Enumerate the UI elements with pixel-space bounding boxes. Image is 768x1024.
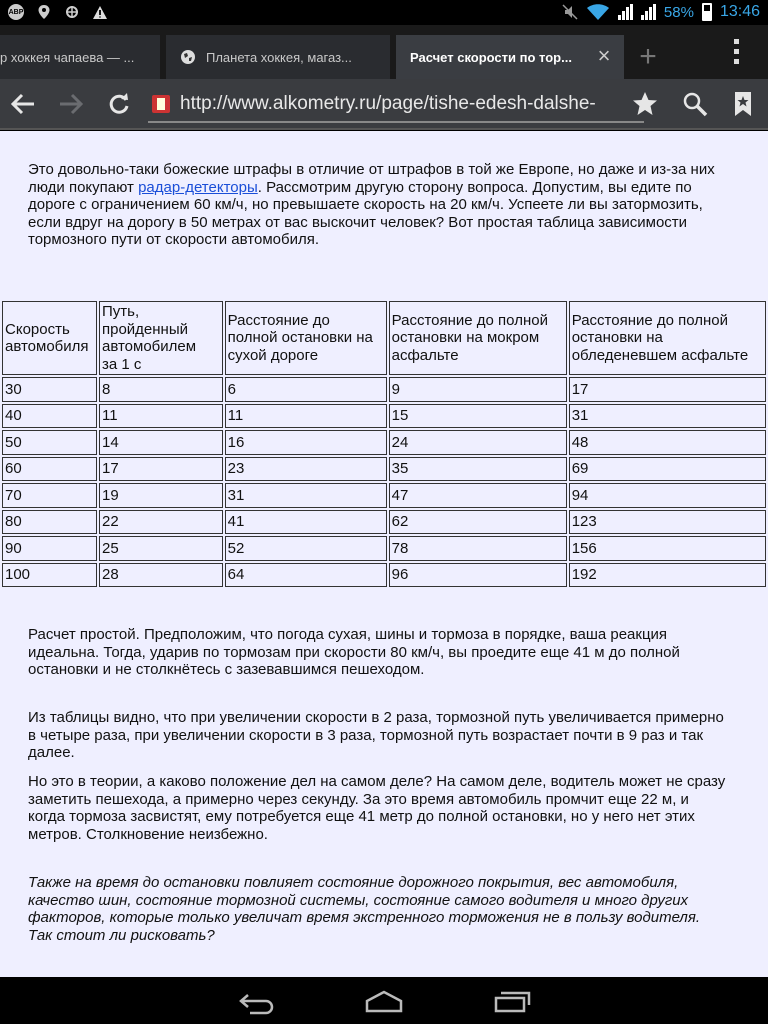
- table-cell: 11: [99, 404, 223, 429]
- table-cell: 40: [2, 404, 97, 429]
- nav-back-button[interactable]: [236, 987, 276, 1015]
- header-dry-road: Расстояние до полной остановки на сухой дороге: [225, 301, 387, 375]
- table-cell: 80: [2, 510, 97, 535]
- table-body: [2, 377, 766, 587]
- battery-percent: 58%: [663, 3, 694, 21]
- signal-icon: [618, 4, 633, 20]
- back-button[interactable]: [6, 87, 40, 121]
- table-row: [2, 536, 766, 561]
- table-cell: 62: [389, 510, 567, 535]
- bookmark-star-button[interactable]: [628, 87, 662, 121]
- header-wet-asphalt: Расстояние до полной остановки на мокром асфальте: [389, 301, 567, 375]
- bookmarks-button[interactable]: [726, 87, 760, 121]
- table-cell: 48: [569, 430, 766, 455]
- forward-button[interactable]: [54, 87, 88, 121]
- table-cell: 94: [569, 483, 766, 508]
- table-cell: 156: [569, 536, 766, 561]
- table-cell: 100: [2, 563, 97, 588]
- reload-icon: [107, 92, 131, 116]
- table-cell: 23: [225, 457, 387, 482]
- new-tab-button[interactable]: +: [639, 40, 657, 73]
- warning-icon: [92, 4, 108, 20]
- location-icon: [36, 4, 52, 20]
- paragraph-3: Но это в теории, а каково положение дел на самом деле? На самом деле, водитель может не сразу заметить пешехода, а примерно через секунду. За это время автомобиль промчит еще 22 м, и когда тормоза засвистят, ему потребуется еще 41 метр до полной остановки, но у него нет этих метров. Столкновение неизбежно.: [28, 773, 726, 843]
- table-cell: 35: [389, 457, 567, 482]
- table-cell: 28: [99, 563, 223, 588]
- table-row: [2, 510, 766, 535]
- table-cell: 78: [389, 536, 567, 561]
- table-row: [2, 563, 766, 588]
- clock: 13:46: [719, 3, 760, 20]
- status-bar: [0, 0, 768, 25]
- tab-1-label: р хоккея чапаева — ...: [0, 49, 135, 65]
- reload-button[interactable]: [102, 87, 136, 121]
- battery-icon: [702, 3, 712, 21]
- table-cell: 52: [225, 536, 387, 561]
- overflow-menu-icon[interactable]: [726, 39, 746, 75]
- signal-icon-2: [641, 4, 656, 20]
- table-cell: 31: [225, 483, 387, 508]
- table-cell: 70: [2, 483, 97, 508]
- header-distance-1s: Путь, пройденный автомобилем за 1 с: [99, 301, 223, 375]
- table-cell: 15: [389, 404, 567, 429]
- header-icy-asphalt: Расстояние до полной остановки на обледеневшем асфальте: [569, 301, 766, 375]
- table-cell: 14: [99, 430, 223, 455]
- table-cell: 123: [569, 510, 766, 535]
- intro-text-2: . Рассмотрим другую сторону вопроса. Допустим, вы едите по дороге с ограничением 60 км/ч, но превышаете скорость на 20 км/ч. Успеете ли вы затормозить, если вдруг на дорогу в 50 метрах от вас выскочит человек? Вот простая таблица зависимости тормозного пути от скорости автомобиля.: [28, 178, 703, 249]
- close-tab-icon[interactable]: ×: [597, 43, 611, 68]
- star-icon: [632, 91, 658, 117]
- table-cell: 9: [389, 377, 567, 402]
- tab-1[interactable]: [0, 35, 160, 79]
- url-field[interactable]: [148, 87, 644, 123]
- forward-arrow-icon: [58, 92, 84, 116]
- usb-debug-icon: [64, 4, 80, 20]
- table-row: [2, 457, 766, 482]
- search-button[interactable]: [678, 87, 712, 121]
- table-row: [2, 430, 766, 455]
- paragraph-2: Из таблицы видно, что при увеличении скорости в 2 раза, тормозной путь увеличивается примерно в четыре раза, при увеличении скорости в 3 раза, тормозной путь возрастает почти в 9 раз и так далее.: [28, 709, 724, 762]
- table-cell: 22: [99, 510, 223, 535]
- tab-strip: [0, 25, 768, 79]
- table-cell: 47: [389, 483, 567, 508]
- tab-2[interactable]: [166, 35, 390, 79]
- globe-icon: [180, 49, 196, 65]
- table-cell: 25: [99, 536, 223, 561]
- tab-2-label: Планета хоккея, магаз...: [206, 49, 352, 65]
- table-cell: 90: [2, 536, 97, 561]
- table-cell: 17: [99, 457, 223, 482]
- table-cell: 50: [2, 430, 97, 455]
- table-header-row: [2, 301, 766, 375]
- table-cell: 60: [2, 457, 97, 482]
- intro-paragraph: [28, 161, 728, 249]
- paragraph-1: Расчет простой. Предположим, что погода сухая, шины и тормоза в порядке, ваша реакция идеальна. Тогда, ударив по тормозам при скорости 80 км/ч, вы проедите еще 41 м до полной остановки и не столкнётесь с зазевавшимся пешеходом.: [28, 626, 680, 679]
- table-cell: 8: [99, 377, 223, 402]
- site-favicon-icon: [152, 95, 170, 113]
- table-cell: 6: [225, 377, 387, 402]
- back-arrow-icon: [10, 92, 36, 116]
- table-cell: 64: [225, 563, 387, 588]
- web-page-content[interactable]: [0, 131, 768, 977]
- table-row: [2, 377, 766, 402]
- paragraph-4: Также на время до остановки повлияет состояние дорожного покрытия, вес автомобиля, качество шин, состояние тормозной системы, состояние самого водителя и много других факторов, которые только увеличат время экстренного торможения не в пользу водителя. Так стоит ли рисковать?: [28, 874, 701, 944]
- search-icon: [682, 91, 708, 117]
- table-cell: 30: [2, 377, 97, 402]
- wifi-icon: [586, 4, 610, 20]
- system-navigation-bar: [0, 977, 768, 1024]
- table-cell: 17: [569, 377, 766, 402]
- bookmarks-icon: [733, 91, 753, 117]
- braking-distance-table: [0, 299, 768, 589]
- table-cell: 11: [225, 404, 387, 429]
- abp-icon: ABP: [8, 4, 24, 20]
- table-row: [2, 404, 766, 429]
- table-cell: 69: [569, 457, 766, 482]
- table-cell: 24: [389, 430, 567, 455]
- nav-home-button[interactable]: [364, 987, 404, 1015]
- table-cell: 192: [569, 563, 766, 588]
- tab-3-label: Расчет скорости по тор...: [410, 49, 572, 65]
- address-bar: [0, 79, 768, 130]
- nav-home-icon: [364, 987, 404, 1015]
- nav-recents-button[interactable]: [492, 987, 532, 1015]
- tab-3-active[interactable]: [396, 35, 624, 79]
- table-cell: 19: [99, 483, 223, 508]
- intro-text-1: Это довольно-таки божеские штрафы в отличие от штрафов в той же Европе, но даже и из-за них люди покупают: [28, 161, 715, 196]
- table-cell: 31: [569, 404, 766, 429]
- table-row: [2, 483, 766, 508]
- url-text: http://www.alkometry.ru/page/tishe-edesh-dalshe-: [180, 93, 596, 114]
- table-cell: 16: [225, 430, 387, 455]
- radar-detectors-link[interactable]: радар-детекторы: [138, 178, 258, 196]
- nav-back-icon: [236, 987, 276, 1015]
- table-cell: 96: [389, 563, 567, 588]
- table-cell: 41: [225, 510, 387, 535]
- nav-recents-icon: [492, 987, 532, 1015]
- mute-icon: [562, 4, 578, 20]
- header-speed: Скорость автомобиля: [2, 301, 97, 375]
